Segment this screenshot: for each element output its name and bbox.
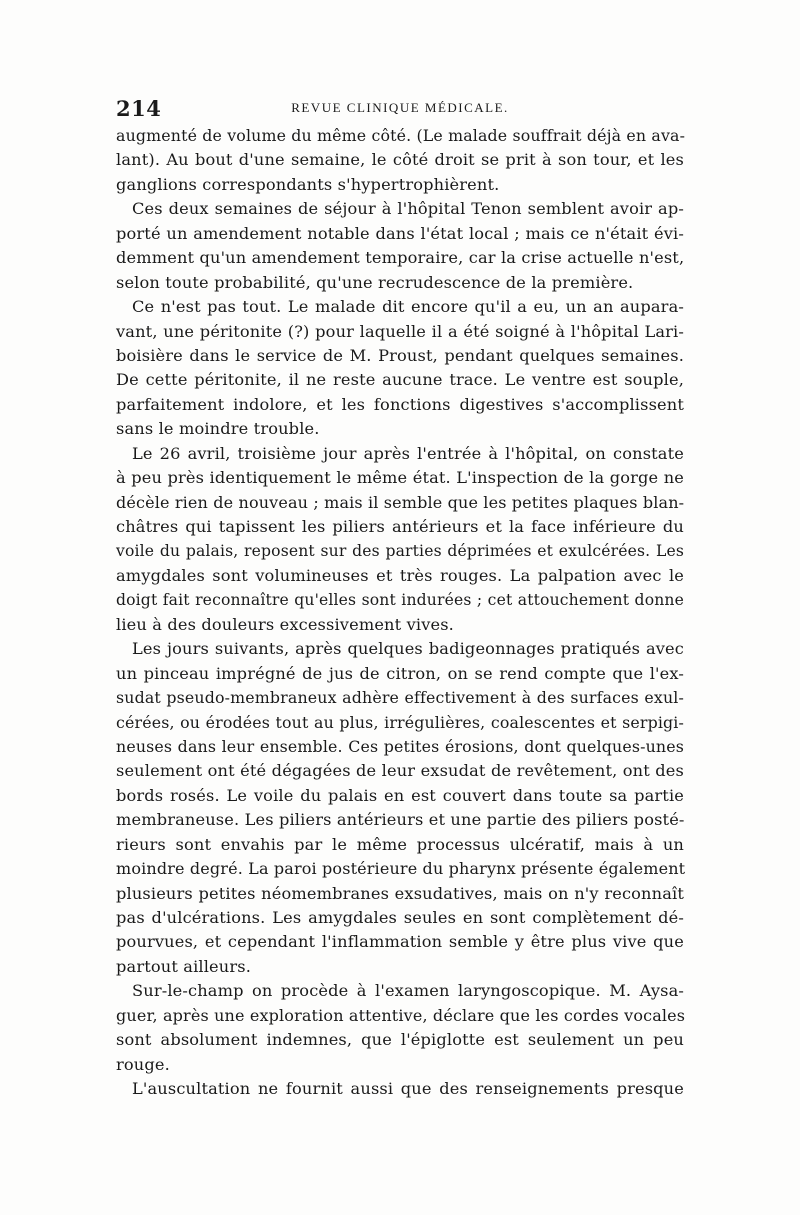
text-line: neuses dans leur ensemble. Ces petites érosions, dont quelques-unes — [116, 736, 684, 756]
text-line: rouge. — [116, 1054, 170, 1074]
text-line: à peu près identiquement le même état. L'inspection de la gorge ne — [116, 468, 684, 488]
text-line: sont absolument indemnes, que l'épiglotte est seulement un peu — [116, 1030, 684, 1050]
text-line: lant). Au bout d'une semaine, le côté droit se prit à son tour, et les — [116, 150, 684, 170]
text-line: membraneuse. Les piliers antérieurs et une partie des piliers posté- — [116, 810, 685, 830]
text-line: moindre degré. La paroi postérieure du pharynx présente également — [116, 859, 686, 879]
text-line: bords rosés. Le voile du palais en est couvert dans toute sa partie — [116, 785, 684, 805]
text-line: vant, une péritonite (?) pour laquelle il a été soigné à l'hôpital Lari- — [116, 321, 684, 341]
text-line: sans le moindre trouble. — [116, 419, 320, 439]
page-number: 214 — [116, 96, 162, 121]
text-line: Ce n'est pas tout. Le malade dit encore qu'il a eu, un an aupara- — [132, 297, 684, 317]
text-line: selon toute probabilité, qu'une recrudescence de la première. — [116, 272, 634, 292]
text-line: doigt fait reconnaître qu'elles sont indurées ; cet attouchement donne — [116, 591, 684, 610]
text-line: sudat pseudo-membraneux adhère effectivement à des surfaces exul- — [116, 688, 684, 708]
running-title: REVUE CLINIQUE MÉDICALE. — [291, 100, 509, 115]
text-line: voile du palais, reposent sur des parties déprimées et exulcérées. Les — [116, 542, 684, 561]
body-text — [116, 124, 684, 1102]
text-line: partout ailleurs. — [116, 956, 252, 976]
text-line: porté un amendement notable dans l'état local ; mais ce n'était évi- — [116, 223, 684, 243]
text-line: boisière dans le service de M. Proust, pendant quelques semaines. — [116, 345, 684, 365]
text-line: pas d'ulcérations. Les amygdales seules en sont complètement dé- — [116, 908, 684, 927]
text-line: guer, après une exploration attentive, déclare que les cordes vocales — [116, 1005, 686, 1025]
text-line: amygdales sont volumineuses et très rouges. La palpation avec le — [116, 565, 684, 585]
text-line: lieu à des douleurs excessivement vives. — [116, 614, 454, 634]
text-line: De cette péritonite, il ne reste aucune trace. Le ventre est souple, — [116, 370, 684, 390]
text-line: châtres qui tapissent les piliers antérieurs et la face inférieure du — [116, 517, 684, 536]
text-line: pourvues, et cependant l'inflammation semble y être plus vive que — [116, 932, 684, 952]
text-line: Le 26 avril, troisième jour après l'entrée à l'hôpital, on constate — [132, 443, 684, 463]
text-line: ganglions correspondants s'hypertrophièrent. — [116, 174, 500, 194]
text-line: rieurs sont envahis par le même processus ulcératif, mais à un — [116, 834, 684, 854]
text-line: plusieurs petites néomembranes exsudatives, mais on n'y reconnaît — [116, 883, 684, 903]
text-line: augmenté de volume du même côté. (Le malade souffrait déjà en ava- — [116, 126, 686, 145]
text-line: cérées, ou érodées tout au plus, irrégulières, coalescentes et serpigi- — [116, 712, 684, 732]
text-line: Sur-le-champ on procède à l'examen laryngoscopique. M. Aysa- — [132, 981, 684, 1001]
text-line: parfaitement indolore, et les fonctions digestives s'accomplissent — [116, 394, 684, 414]
page-header — [116, 96, 684, 120]
text-line: décèle rien de nouveau ; mais il semble que les petites plaques blan- — [116, 492, 685, 512]
text-line: L'auscultation ne fournit aussi que des renseignements presque — [132, 1079, 684, 1099]
text-line: Les jours suivants, après quelques badigeonnages pratiqués avec — [132, 639, 684, 659]
text-line: un pinceau imprégné de jus de citron, on se rend compte que l'ex- — [116, 663, 684, 683]
text-line: seulement ont été dégagées de leur exsudat de revêtement, ont des — [116, 761, 684, 781]
text-line: Ces deux semaines de séjour à l'hôpital Tenon semblent avoir ap- — [132, 199, 684, 219]
text-line: demment qu'un amendement temporaire, car la crise actuelle n'est, — [116, 248, 685, 268]
